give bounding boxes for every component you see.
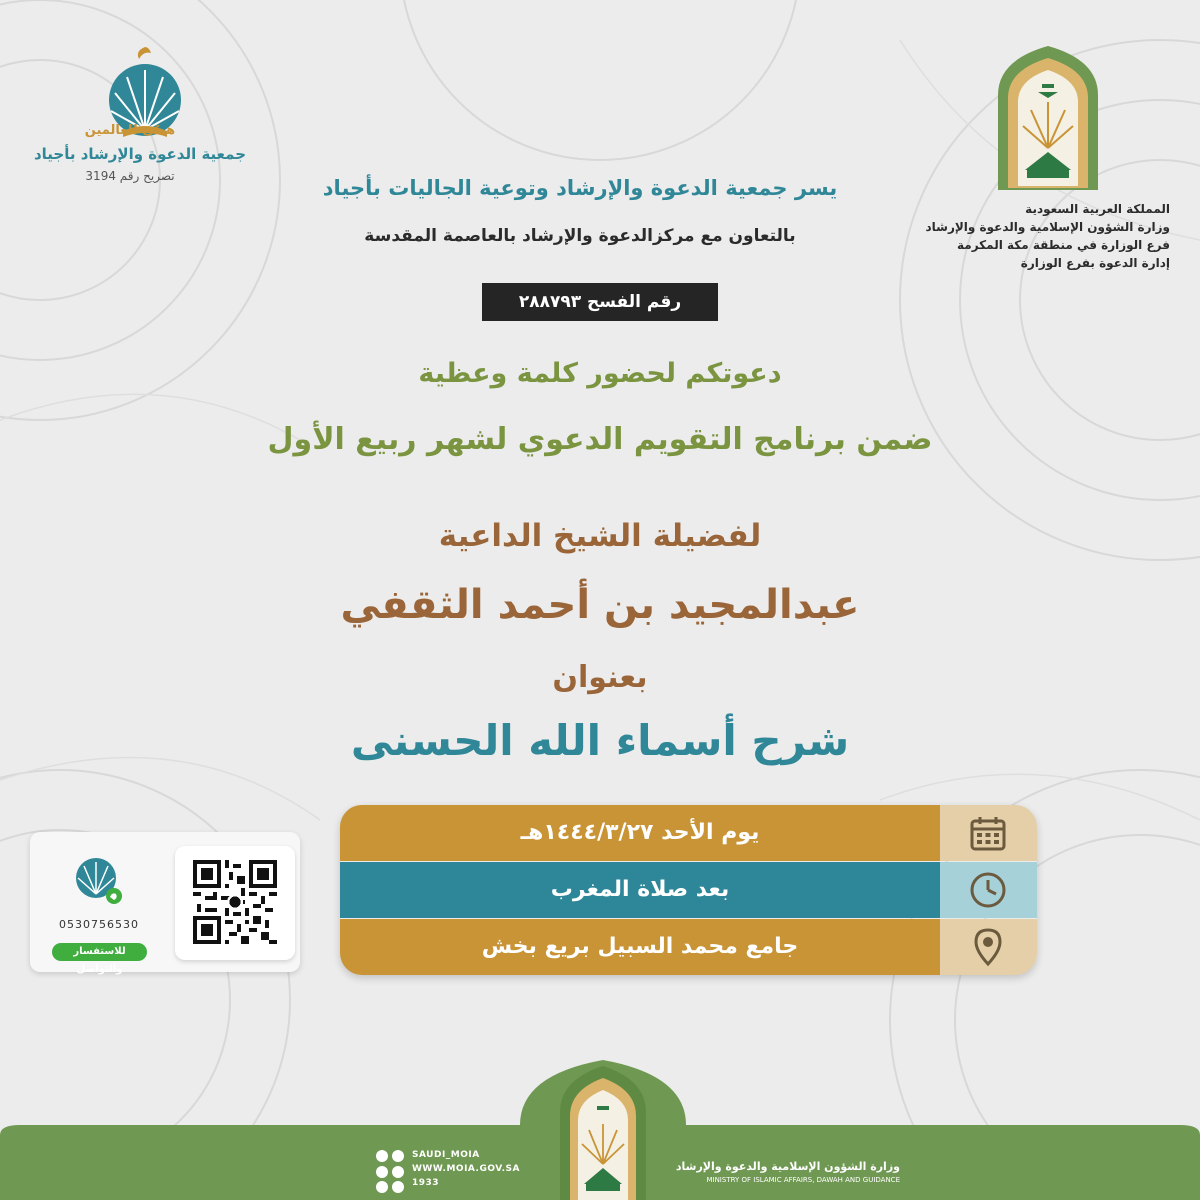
time-row [340,862,1037,918]
qr-code-icon [193,860,277,944]
contact-button[interactable]: للاستفسار والتواصل [52,943,147,961]
footer-year: 1933 [412,1178,440,1188]
twitter-icon[interactable] [376,1150,388,1162]
place-text: جامع محمد السبيل بريع بخش [340,919,940,975]
instagram-icon[interactable] [376,1166,388,1178]
permit-badge: رقم الفسح ٢٨٨٧٩٣ [482,283,718,321]
footer-handle[interactable]: SAUDI_MOIA [412,1150,480,1160]
date-icon-area [940,805,1037,861]
globe-icon[interactable] [392,1181,404,1193]
ministry-logo-block [905,40,1180,270]
header-line-2: بالتعاون مع مركزالدعوة والإرشاد بالعاصمة المقدسة [364,226,796,246]
place-icon-area [940,919,1037,975]
clock-icon [968,870,1008,910]
date-row [340,805,1037,861]
social-icons [372,1148,412,1194]
place-row [340,919,1037,975]
ministry-emblem-icon [983,40,1113,190]
calendar-icon [968,813,1008,853]
ministry-line-1: المملكة العربية السعودية [1025,202,1170,216]
footer-ministry-arabic: وزارة الشؤون الإسلامية والدعوة والإرشاد [675,1160,900,1173]
speaker-name: عبدالمجيد بن أحمد الثقفي [340,582,860,628]
footer-ministry-english: MINISTRY OF ISLAMIC AFFAIRS, DAWAH AND GUIDANCE [706,1176,900,1184]
title-label: بعنوان [552,660,648,695]
time-icon-area [940,862,1037,918]
facebook-icon[interactable] [376,1181,388,1193]
qr-code-box[interactable] [175,846,295,960]
header-line-1: يسر جمعية الدعوة والإرشاد وتوعية الجاليات بأجياد [322,176,838,200]
invitation-line-1: دعوتكم لحضور كلمة وعظية [418,358,782,389]
footer-ministry-emblem-icon [548,1062,658,1200]
ministry-text [905,200,1170,272]
ministry-line-3: فرع الوزارة في منطقة مكة المكرمة [957,238,1170,252]
lecture-title: شرح أسماء الله الحسنى [350,716,850,765]
contact-phone: 0530756530 [59,918,139,931]
ministry-line-2: وزارة الشؤون الإسلامية والدعوة والإرشاد [925,220,1170,234]
youtube-icon[interactable] [392,1150,404,1162]
snapchat-icon[interactable] [392,1166,404,1178]
date-text: يوم الأحد ١٤٤٤/٣/٢٧هـ [340,805,940,861]
contact-card [30,832,300,975]
invitation-line-2: ضمن برنامج التقويم الدعوي لشهر ربيع الأول [267,422,933,457]
footer-website[interactable]: WWW.MOIA.GOV.SA [412,1164,520,1174]
association-logo-block [20,45,260,200]
event-details-panel [340,805,1037,975]
association-small-logo-icon [72,854,124,906]
ministry-line-4: إدارة الدعوة بفرع الوزارة [1020,256,1170,270]
location-pin-icon [968,927,1008,967]
time-text: بعد صلاة المغرب [340,862,940,918]
association-brand: هـدًى للعالمين [84,123,176,138]
association-permit: تصريح رقم 3194 [85,169,175,183]
association-name: جمعية الدعوة والإرشاد بأجياد [33,145,247,163]
speaker-title: لفضيلة الشيخ الداعية [438,518,762,554]
